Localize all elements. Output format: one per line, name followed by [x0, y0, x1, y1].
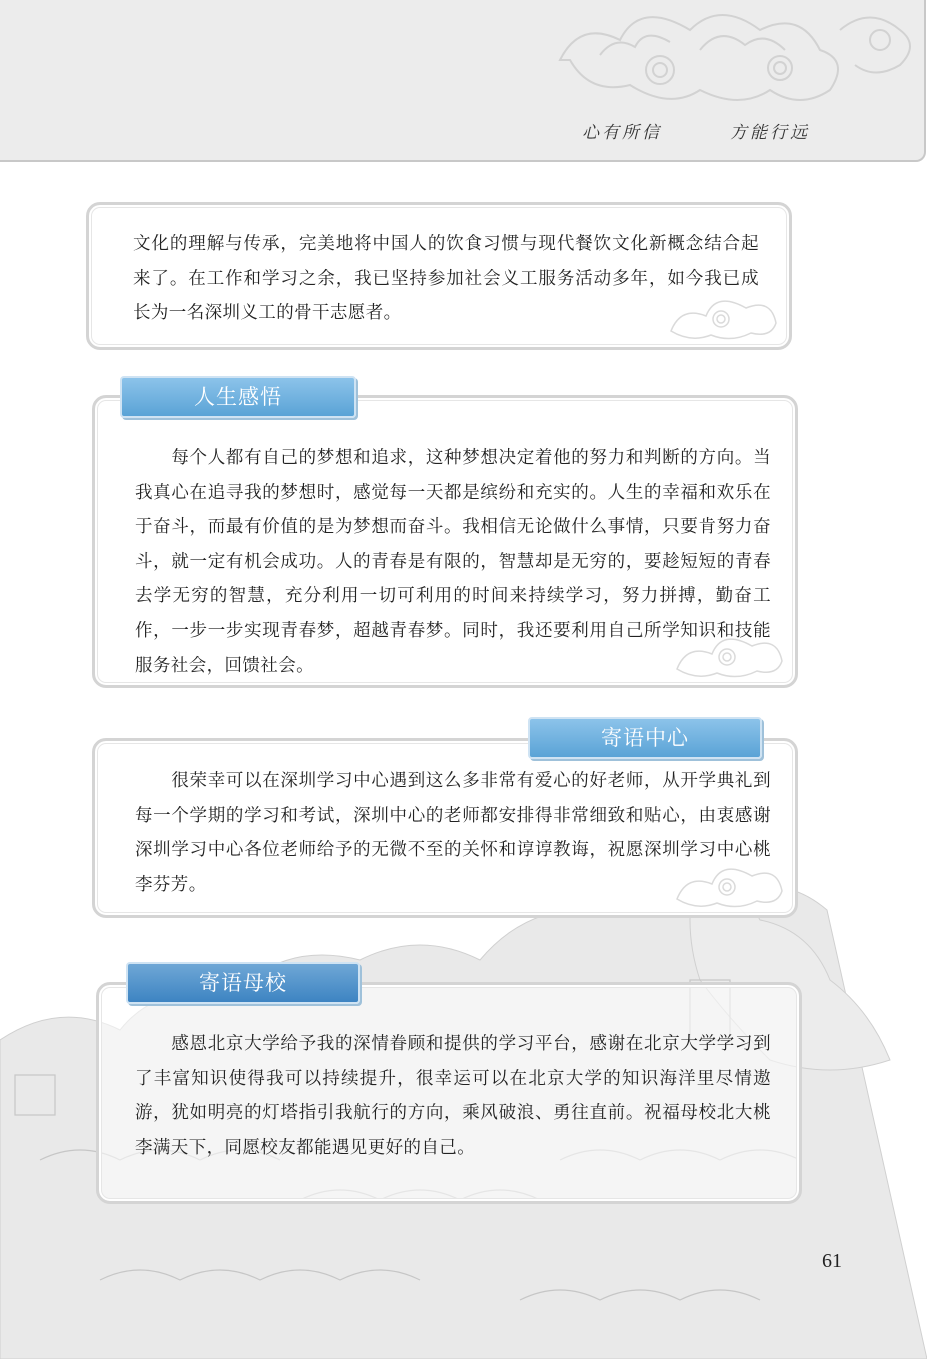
message-center-title: 寄语中心 — [528, 717, 762, 759]
message-school-title: 寄语母校 — [126, 962, 360, 1004]
message-center-paragraph: 很荣幸可以在深圳学习中心遇到这么多非常有爱心的好老师，从开学典礼到每一个学期的学习和考试，深圳中心的老师都安排得非常细致和贴心，由衷感谢深圳学习中心各位老师给予的无微不至的关怀和谆谆教诲，祝愿深圳学习中心桃李芬芳。 — [135, 771, 771, 895]
intro-paragraph: 文化的理解与传承，完美地将中国人的饮食习惯与现代餐饮文化新概念结合起来了。在工作和学习之余，我已坚持参加社会义工服务活动多年，如今我已成长为一名深圳义工的骨干志愿者。 — [133, 234, 759, 324]
life-insight-paragraph: 每个人都有自己的梦想和追求，这种梦想决定着他的努力和判断的方向。当我真心在追寻我的梦想时，感觉每一天都是缤纷和充实的。人生的幸福和欢乐在于奋斗，而最有价值的是为梦想而奋斗。我相信无论做什么事情，只要肯努力奋斗，就一定有机会成功。人的青春是有限的，智慧却是无穷的，要趁短短的青春去学无穷的智慧，充分利用一切可利用的时间来持续学习，努力拼搏，勤奋工作，一步一步实现青春梦，超越青春梦。同时，我还要利用自己所学知识和技能服务社会，回馈社会。 — [135, 448, 771, 676]
message-school-card — [96, 982, 802, 1204]
intro-card — [86, 202, 792, 350]
motto-right: 方能行远 — [730, 123, 810, 143]
motto-left: 心有所信 — [582, 123, 662, 143]
message-school-paragraph: 感恩北京大学给予我的深情眷顾和提供的学习平台，感谢在北京大学学习到了丰富知识使得我可以持续提升，很幸运可以在北京大学的知识海洋里尽情遨游，犹如明亮的灯塔指引我航行的方向，乘风破浪、勇往直前。祝福母校北大桃李满天下，同愿校友都能遇见更好的自己。 — [135, 1034, 771, 1158]
life-insight-title: 人生感悟 — [120, 376, 356, 418]
life-insight-card — [92, 395, 798, 688]
page-header — [0, 0, 926, 162]
message-center-card — [92, 738, 798, 918]
page-number: 61 — [822, 1250, 842, 1272]
cloud-ornament-icon — [540, 0, 924, 120]
